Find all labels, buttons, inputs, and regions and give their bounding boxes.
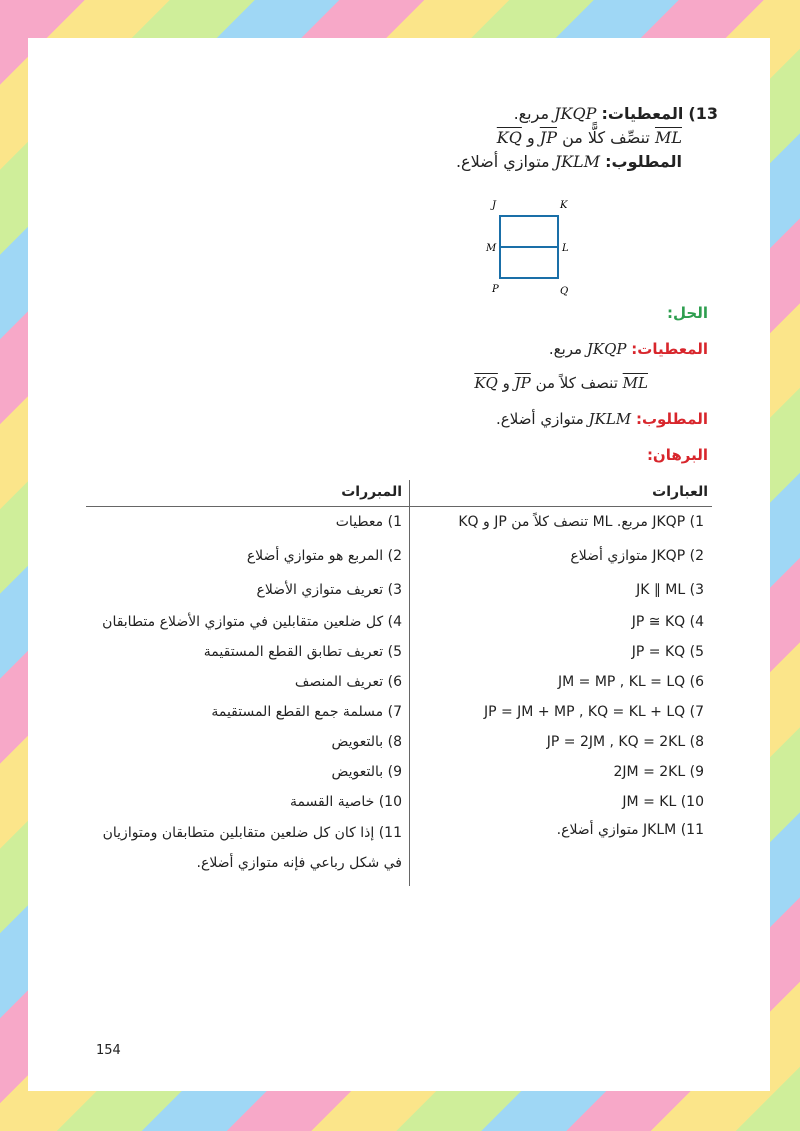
given-line xyxy=(298,102,718,126)
label-l: L xyxy=(562,243,569,254)
solution-bisect-line xyxy=(474,374,648,392)
bisects-text: تنصِّف كلًّا من xyxy=(562,128,650,147)
statement-row: 4) JP ≅ KQ xyxy=(631,614,704,630)
reasons-header: المبررات xyxy=(341,484,402,500)
prove-text: متوازي أضلاع. xyxy=(455,152,550,171)
table-column-divider xyxy=(409,480,410,886)
reason-row: 4) كل ضلعين متقابلين في متوازي الأضلاع متطابقان xyxy=(102,614,402,630)
statement-row: 5) JP = KQ xyxy=(631,644,704,660)
segment-ml: $\overline{ML}$ xyxy=(654,128,682,147)
statement-row: 8) JP = 2JM , KQ = 2KL xyxy=(546,734,704,750)
label-k: K xyxy=(560,200,568,211)
reason-row: 1) معطيات xyxy=(335,514,402,530)
and-text: و xyxy=(526,128,535,147)
label-m: M xyxy=(486,243,497,254)
statement-row: 11) JKLM متوازي أضلاع. xyxy=(556,822,704,838)
proof-heading xyxy=(647,446,708,464)
prove-line xyxy=(298,150,682,174)
statement-row: 9) 2JM = 2KL xyxy=(613,764,704,780)
reason-row: 2) المربع هو متوازي أضلاع xyxy=(246,548,402,564)
solution-prove-line xyxy=(496,410,708,428)
statement-row: 7) JP = JM + MP , KQ = KL + LQ xyxy=(483,704,704,720)
statement-row: 3) JK ∥ ML xyxy=(636,582,704,598)
given-label: المعطيات: xyxy=(601,104,684,123)
solution-given-square: JKQP xyxy=(586,340,627,358)
square-figure xyxy=(478,196,578,296)
reason-row: 3) تعريف متوازي الأضلاع xyxy=(256,582,402,598)
solution-given-label: المعطيات: xyxy=(631,340,708,358)
reason-row: 5) تعريف تطابق القطع المستقيمة xyxy=(203,644,402,660)
statement-row: 10) JM = KL xyxy=(622,794,704,810)
solution-label: الحل: xyxy=(667,304,708,322)
table-header-divider xyxy=(86,506,712,507)
solution-and-text: و xyxy=(502,374,510,392)
label-p: P xyxy=(492,284,499,295)
statements-header: العبارات xyxy=(652,484,708,500)
proof-label: البرهان: xyxy=(646,446,708,464)
given-square-word: مربع. xyxy=(513,104,550,123)
reason-row: 7) مسلمة جمع القطع المستقيمة xyxy=(211,704,402,720)
solution-given-line xyxy=(549,340,708,358)
given-square: JKQP xyxy=(554,104,597,123)
reason-row: 9) بالتعويض xyxy=(331,764,402,780)
problem-statement xyxy=(298,102,718,174)
problem-number: 13) xyxy=(688,104,718,123)
solution-bisects-text: تنصف كلاً من xyxy=(535,374,618,392)
statement-row: 2) JKQP متوازي أضلاع xyxy=(570,548,704,564)
solution-segment-ml: $\overline{ML}$ xyxy=(622,374,648,392)
worksheet-page xyxy=(28,38,770,1091)
proof-table xyxy=(86,480,712,886)
statement-row: 6) JM = MP , KL = LQ xyxy=(558,674,704,690)
reason-row: 6) تعريف المنصف xyxy=(294,674,402,690)
reason-row: 8) بالتعويض xyxy=(331,734,402,750)
solution-heading xyxy=(667,304,708,322)
statement-row: 1) JKQP مربع. ML تنصف كلاً من JP و KQ xyxy=(458,514,704,530)
solution-segment-jp: $\overline{JP}$ xyxy=(514,374,531,392)
solution-prove-quad: JKLM xyxy=(588,410,632,428)
prove-label: المطلوب: xyxy=(605,152,682,171)
reason-row: 11) إذا كان كل ضلعين متقابلين متطابقان ومتوازيان في شكل رباعي فإنه متوازي أضلاع. xyxy=(102,825,402,871)
segment-jp: $\overline{JP}$ xyxy=(539,128,557,147)
solution-given-square-word: مربع. xyxy=(548,340,583,358)
solution-segment-kq: $\overline{KQ}$ xyxy=(474,374,498,392)
segment-kq: $\overline{KQ}$ xyxy=(496,128,522,147)
solution-prove-label: المطلوب: xyxy=(635,410,708,428)
page-number: 154 xyxy=(96,1043,121,1058)
prove-quad: JKLM xyxy=(554,152,601,171)
label-q: Q xyxy=(560,286,569,296)
reason-row: 10) خاصية القسمة xyxy=(289,794,402,810)
solution-prove-text: متوازي أضلاع. xyxy=(496,410,584,428)
label-j: J xyxy=(492,200,497,211)
given-bisect-line xyxy=(298,126,682,150)
